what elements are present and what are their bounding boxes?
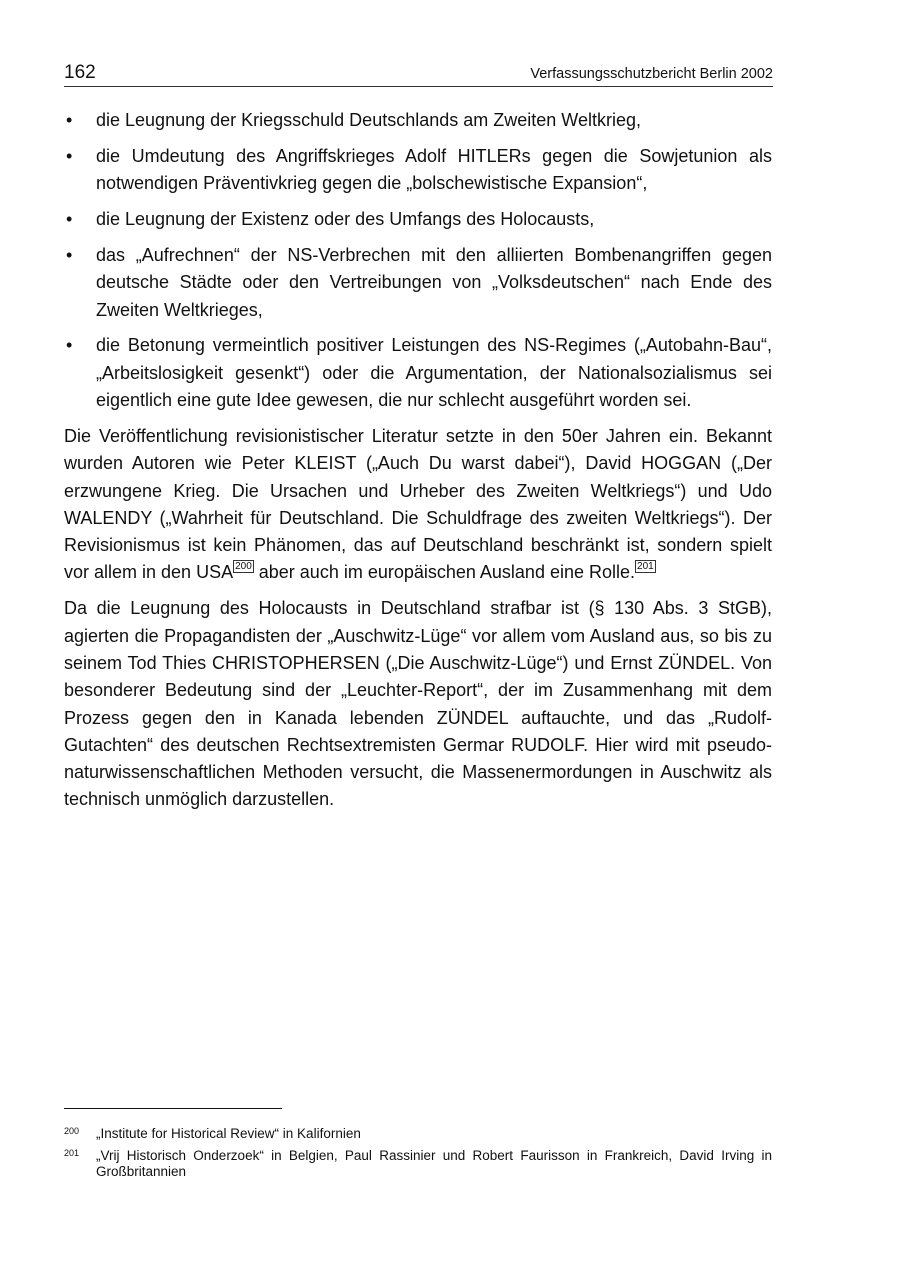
bullet-icon: • [66, 244, 73, 265]
page-number: 162 [64, 62, 96, 83]
footnote-200 [64, 1126, 772, 1142]
footnote-text: „Institute for Historical Review“ in Kalifornien [96, 1126, 361, 1141]
bullet-icon: • [66, 110, 73, 130]
list-item-text: das „Aufrechnen“ der NS-Verbrechen mit den alliierten Bombenangriffen gegen deutsche Städte oder den Vertreibungen von „Volksdeutschen“ nach Ende des Zweiten Weltkrieges, [96, 244, 772, 320]
footnote-201 [64, 1148, 772, 1180]
list-item-text: die Leugnung der Existenz oder des Umfangs des Holocausts, [96, 209, 595, 230]
footnote-number: 200 [64, 1126, 80, 1136]
page-header [64, 62, 773, 87]
footnote-number: 201 [64, 1148, 80, 1158]
list-item [64, 332, 772, 414]
list-item-text: die Leugnung der Kriegsschuld Deutschlands am Zweiten Weltkrieg, [96, 110, 641, 130]
running-title: Verfassungsschutzbericht Berlin 2002 [530, 66, 773, 82]
footnote-text: „Vrij Historisch Onderzoek“ in Belgien, Paul Rassinier und Robert Faurisson in Frankreich, David Irving in Großbritannien [96, 1148, 772, 1179]
paragraph-holocaust-denial: Da die Leugnung des Holocausts in Deutschland strafbar ist (§ 130 Abs. 3 StGB), agierten die Propagandisten der „Auschwitz-Lüge“ vor allem vom Ausland aus, so bis zu seinem Tod Thies CHRISTOPHERSEN („Die Auschwitz-Lüge“) und Ernst ZÜNDEL. Von besonderer Bedeutung sind der „Leuchter-Report“, der im Zusammenhang mit dem Prozess gegen den in Kanada lebenden ZÜNDEL auftauchte, und das „Rudolf-Gutachten“ des deutschen Rechtsextremisten Germar RUDOLF. Hier wird mit pseudo-naturwissenschaftlichen Methoden versucht, die Massenermordungen in Auschwitz als technisch unmöglich darzustellen. [64, 598, 772, 810]
list-item-text: die Umdeutung des Angriffskrieges Adolf HITLERs gegen die Sowjetunion als notwendigen Präventivkrieg gegen die „bolschewistische Expansion“, [96, 145, 772, 194]
bullet-icon: • [66, 209, 73, 230]
list-item [64, 143, 772, 198]
list-item [64, 107, 772, 134]
list-item-text: die Betonung vermeintlich positiver Leistungen des NS-Regimes („Autobahn-Bau“, „Arbeitslosigkeit gesenkt“) oder die Argumentation, der Nationalsozialismus sei eigentlich eine gute Idee gewesen, die nur schlecht ausgeführt worden sei. [96, 335, 772, 411]
paragraph-text: Die Veröffentlichung revisionistischer Literatur setzte in den 50er Jahren ein. Bekannt wurden Autoren wie Peter KLEIST („Auch Du warst dabei“), David HOGGAN („Der erzwungene Krieg. Die Ursachen und Urheber des Zweiten Weltkriegs“) und Udo WALENDY („Wahrheit für Deutschland. Die Schuldfrage des zweiten Weltkriegs“). Der Revisionismus ist kein Phänomen, das auf Deutschland beschränkt ist, sondern spielt vor allem in den USA [64, 425, 772, 583]
footnote-link-200[interactable]: 200 [235, 561, 252, 573]
footnote-link-201[interactable]: 201 [637, 561, 654, 573]
list-item [64, 206, 772, 233]
bullet-icon: • [66, 335, 73, 356]
paragraph-text: aber auch im europäischen Ausland eine Rolle. [253, 562, 636, 583]
footnote-separator [64, 1108, 282, 1109]
paragraph-revisionist-literature [64, 423, 772, 587]
list-item [64, 242, 772, 324]
footnotes [64, 1126, 772, 1186]
bullet-list [64, 107, 772, 414]
main-content [64, 107, 772, 822]
bullet-icon: • [66, 145, 73, 166]
